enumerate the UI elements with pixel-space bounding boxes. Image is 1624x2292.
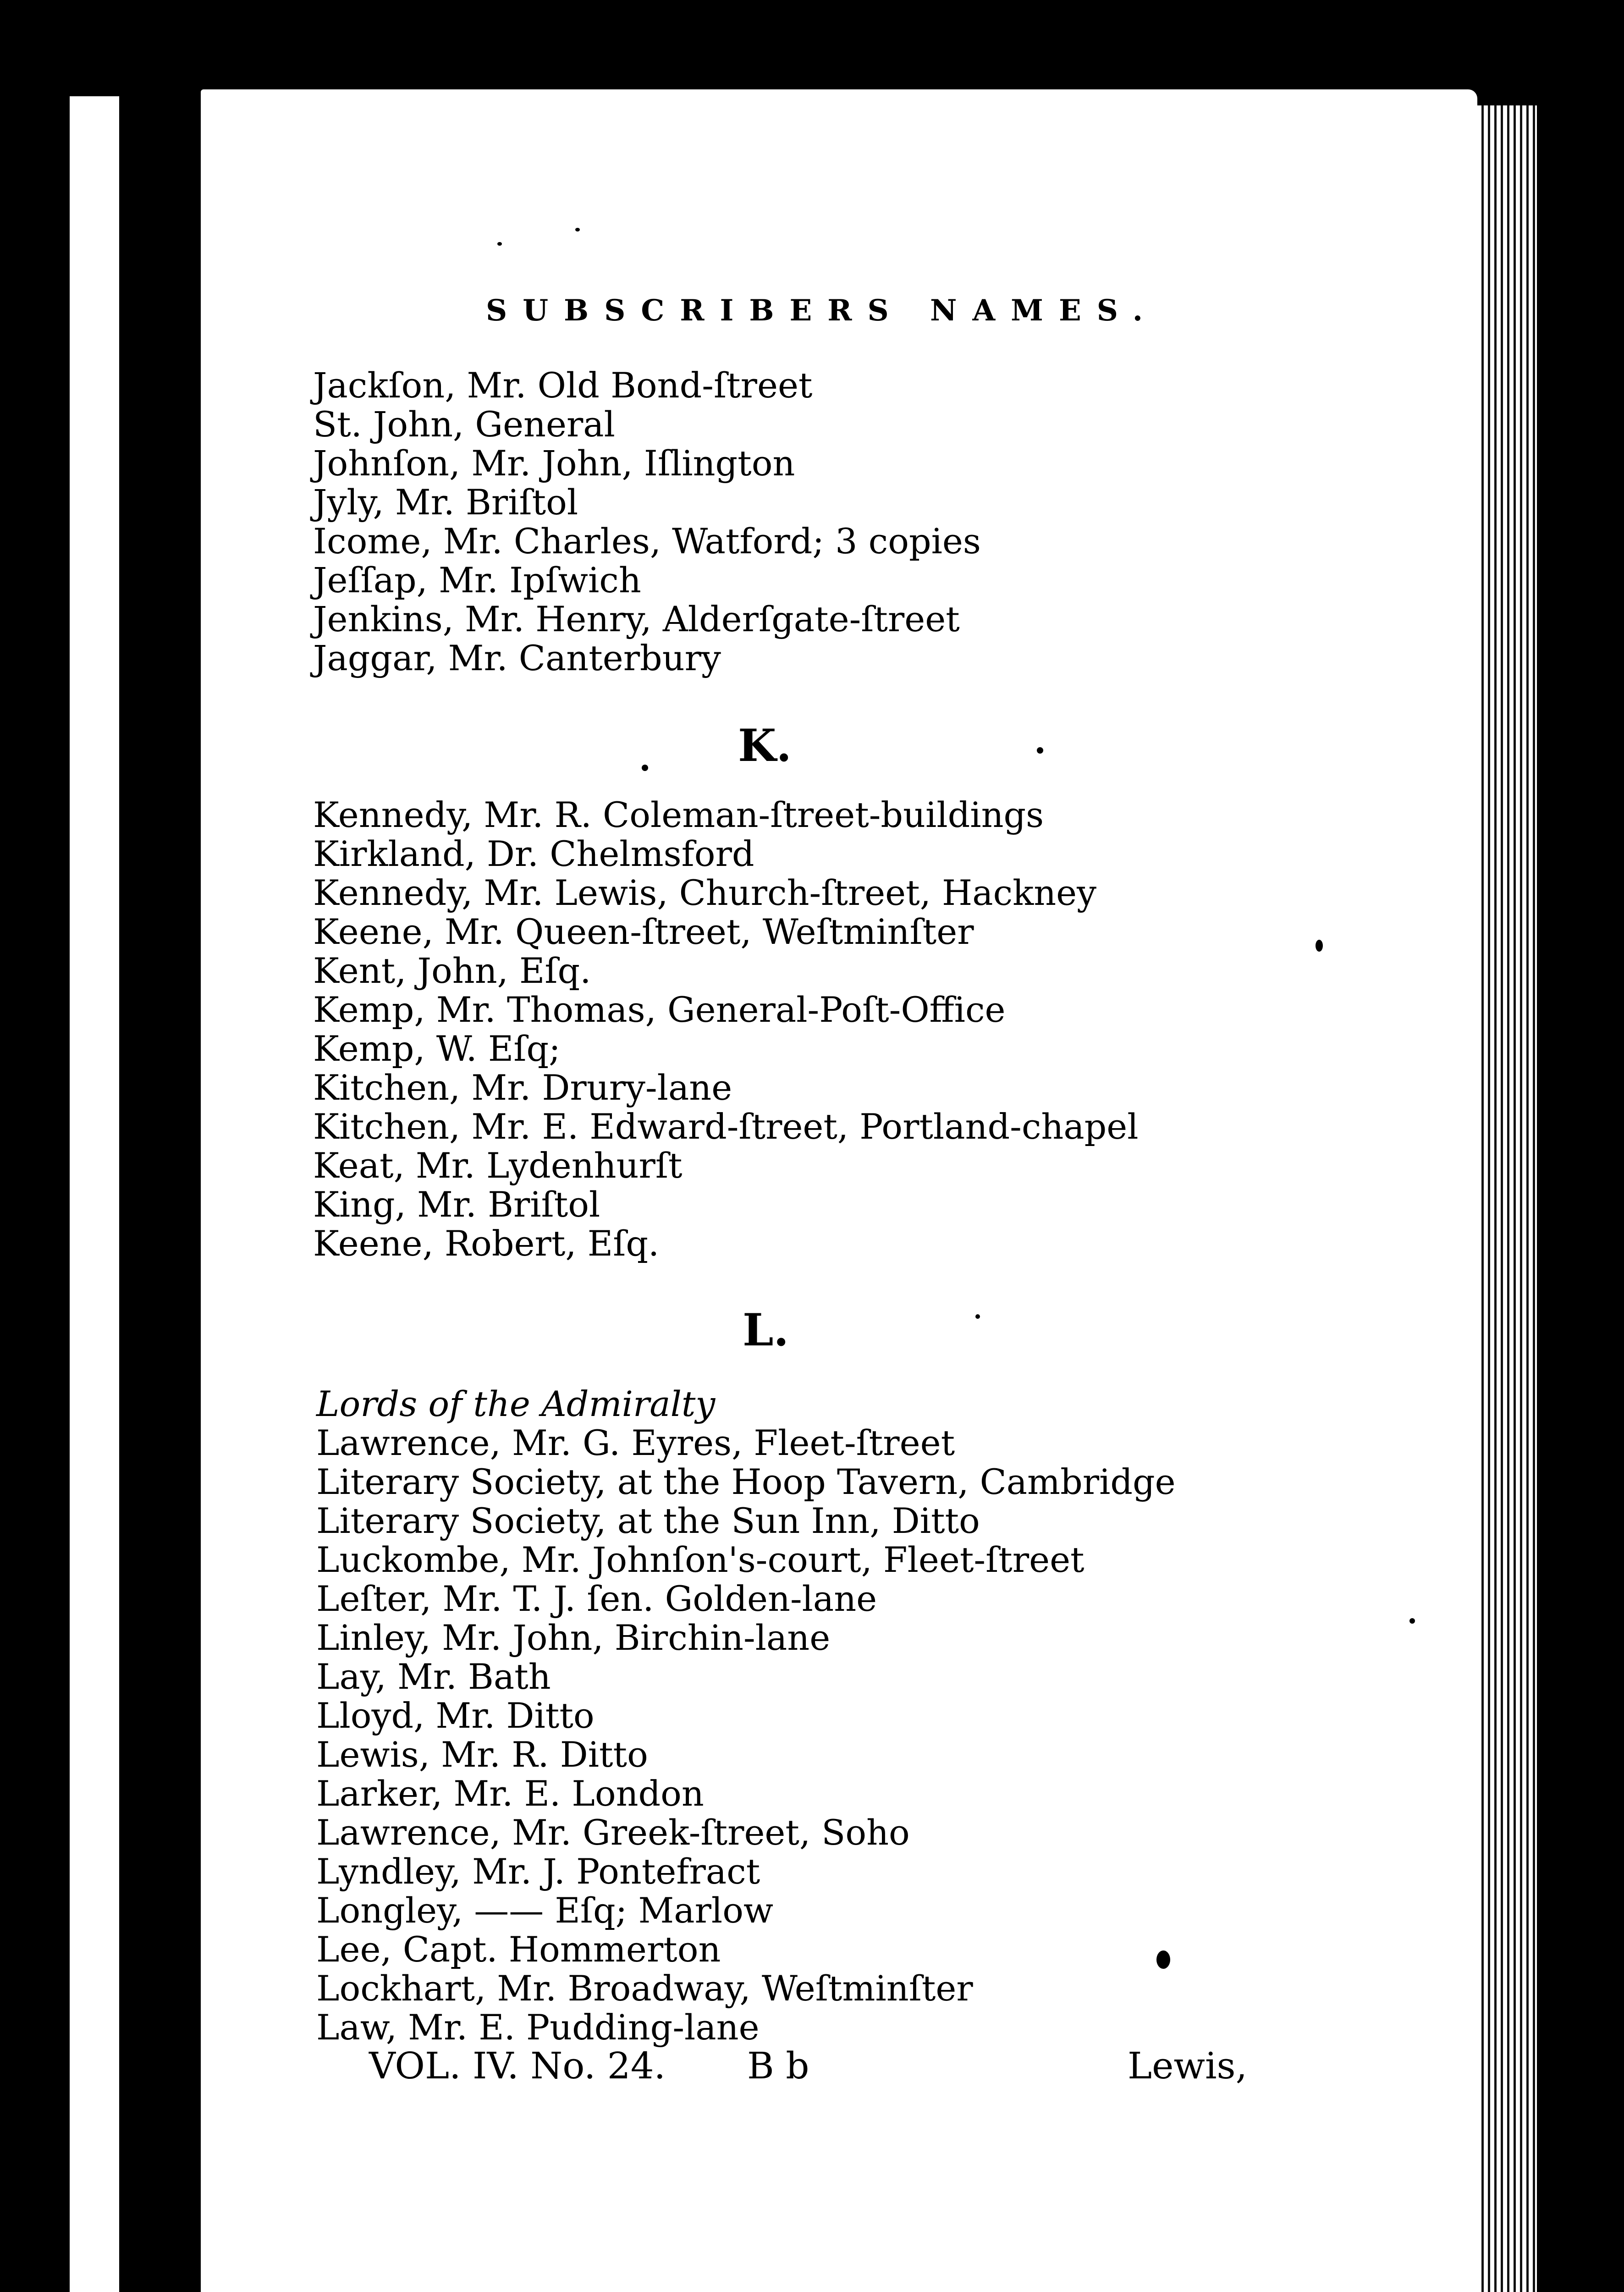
speck (975, 1314, 980, 1319)
entry: Lloyd, Mr. Ditto (316, 1695, 595, 1736)
entry: Literary Society, at the Sun Inn, Ditto (316, 1500, 980, 1541)
entry: Icome, Mr. Charles, Watford; 3 copies (313, 521, 981, 562)
speck (105, 325, 111, 331)
entry: Luckombe, Mr. Johnſon's-court, Fleet-ſtreet (316, 1539, 1085, 1580)
entry: Kitchen, Mr. Drury-lane (313, 1067, 732, 1108)
signature-mark: B b (747, 2044, 809, 2087)
speck (1316, 940, 1323, 952)
speck (642, 765, 648, 771)
entry: Kirkland, Dr. Chelmsford (313, 833, 754, 874)
entry: Jyly, Mr. Briſtol (313, 482, 578, 523)
entry: Law, Mr. E. Pudding-lane (316, 2007, 760, 2048)
section-heading-l: L. (743, 1304, 789, 1356)
page-fore-edge (1477, 105, 1537, 2292)
entry: Lockhart, Mr. Broadway, Weſtminſter (316, 1968, 973, 2009)
entry: Keene, Mr. Queen-ſtreet, Weſtminſter (313, 911, 974, 952)
entry: Kennedy, Mr. R. Coleman-ſtreet-buildings (313, 794, 1044, 835)
speck (1409, 1618, 1415, 1624)
entry: Jenkins, Mr. Henry, Alderſgate-ſtreet (313, 599, 960, 639)
volume-number: VOL. IV. No. 24. (369, 2044, 666, 2087)
entry: Leſter, Mr. T. J. ſen. Golden-lane (316, 1578, 877, 1619)
entry: Jackſon, Mr. Old Bond-ſtreet (313, 365, 813, 406)
entry: Jaggar, Mr. Canterbury (313, 638, 721, 678)
entry: Literary Society, at the Hoop Tavern, Cambridge (316, 1461, 1176, 1502)
entry: Lawrence, Mr. Greek-ſtreet, Soho (316, 1812, 910, 1853)
entry: Kent, John, Eſq. (313, 950, 591, 991)
entry: Linley, Mr. John, Birchin-lane (316, 1617, 831, 1658)
entry: Kemp, W. Eſq; (313, 1028, 561, 1069)
entry: St. John, General (313, 404, 615, 445)
adjacent-page-edge (70, 96, 119, 2292)
speck (497, 242, 502, 246)
speck (575, 228, 580, 231)
entry: Keat, Mr. Lydenhurſt (313, 1145, 683, 1186)
entry: Lee, Capt. Hommerton (316, 1929, 721, 1970)
entry-italic: Lords of the Admiralty (316, 1383, 716, 1424)
entry: Lyndley, Mr. J. Pontefract (316, 1851, 760, 1892)
entry: Johnſon, Mr. John, Iſlington (313, 443, 795, 484)
section-heading-k: K. (738, 720, 792, 771)
entry: Lay, Mr. Bath (316, 1656, 551, 1697)
entry: King, Mr. Briſtol (313, 1184, 600, 1225)
entry: Lewis, Mr. R. Ditto (316, 1734, 648, 1775)
entry: Larker, Mr. E. London (316, 1773, 704, 1814)
speck (1037, 747, 1043, 754)
catchword: Lewis, (1128, 2044, 1248, 2087)
j-entries (313, 366, 981, 678)
entry: Keene, Robert, Eſq. (313, 1223, 660, 1264)
k-entries (313, 795, 1139, 1263)
speck (73, 1174, 79, 1179)
entry: Longley, —— Eſq; Marlow (316, 1890, 774, 1931)
page-header: SUBSCRIBERS NAMES. (486, 293, 1158, 328)
entry: Lawrence, Mr. G. Eyres, Fleet-ſtreet (316, 1422, 955, 1463)
entry: Kemp, Mr. Thomas, General-Poſt-Office (313, 989, 1006, 1030)
l-entries (316, 1384, 1176, 2047)
entry: Kennedy, Mr. Lewis, Church-ſtreet, Hackney (313, 872, 1097, 913)
entry: Jeſſap, Mr. Ipſwich (313, 560, 641, 601)
entry: Kitchen, Mr. E. Edward-ſtreet, Portland-chapel (313, 1106, 1139, 1147)
